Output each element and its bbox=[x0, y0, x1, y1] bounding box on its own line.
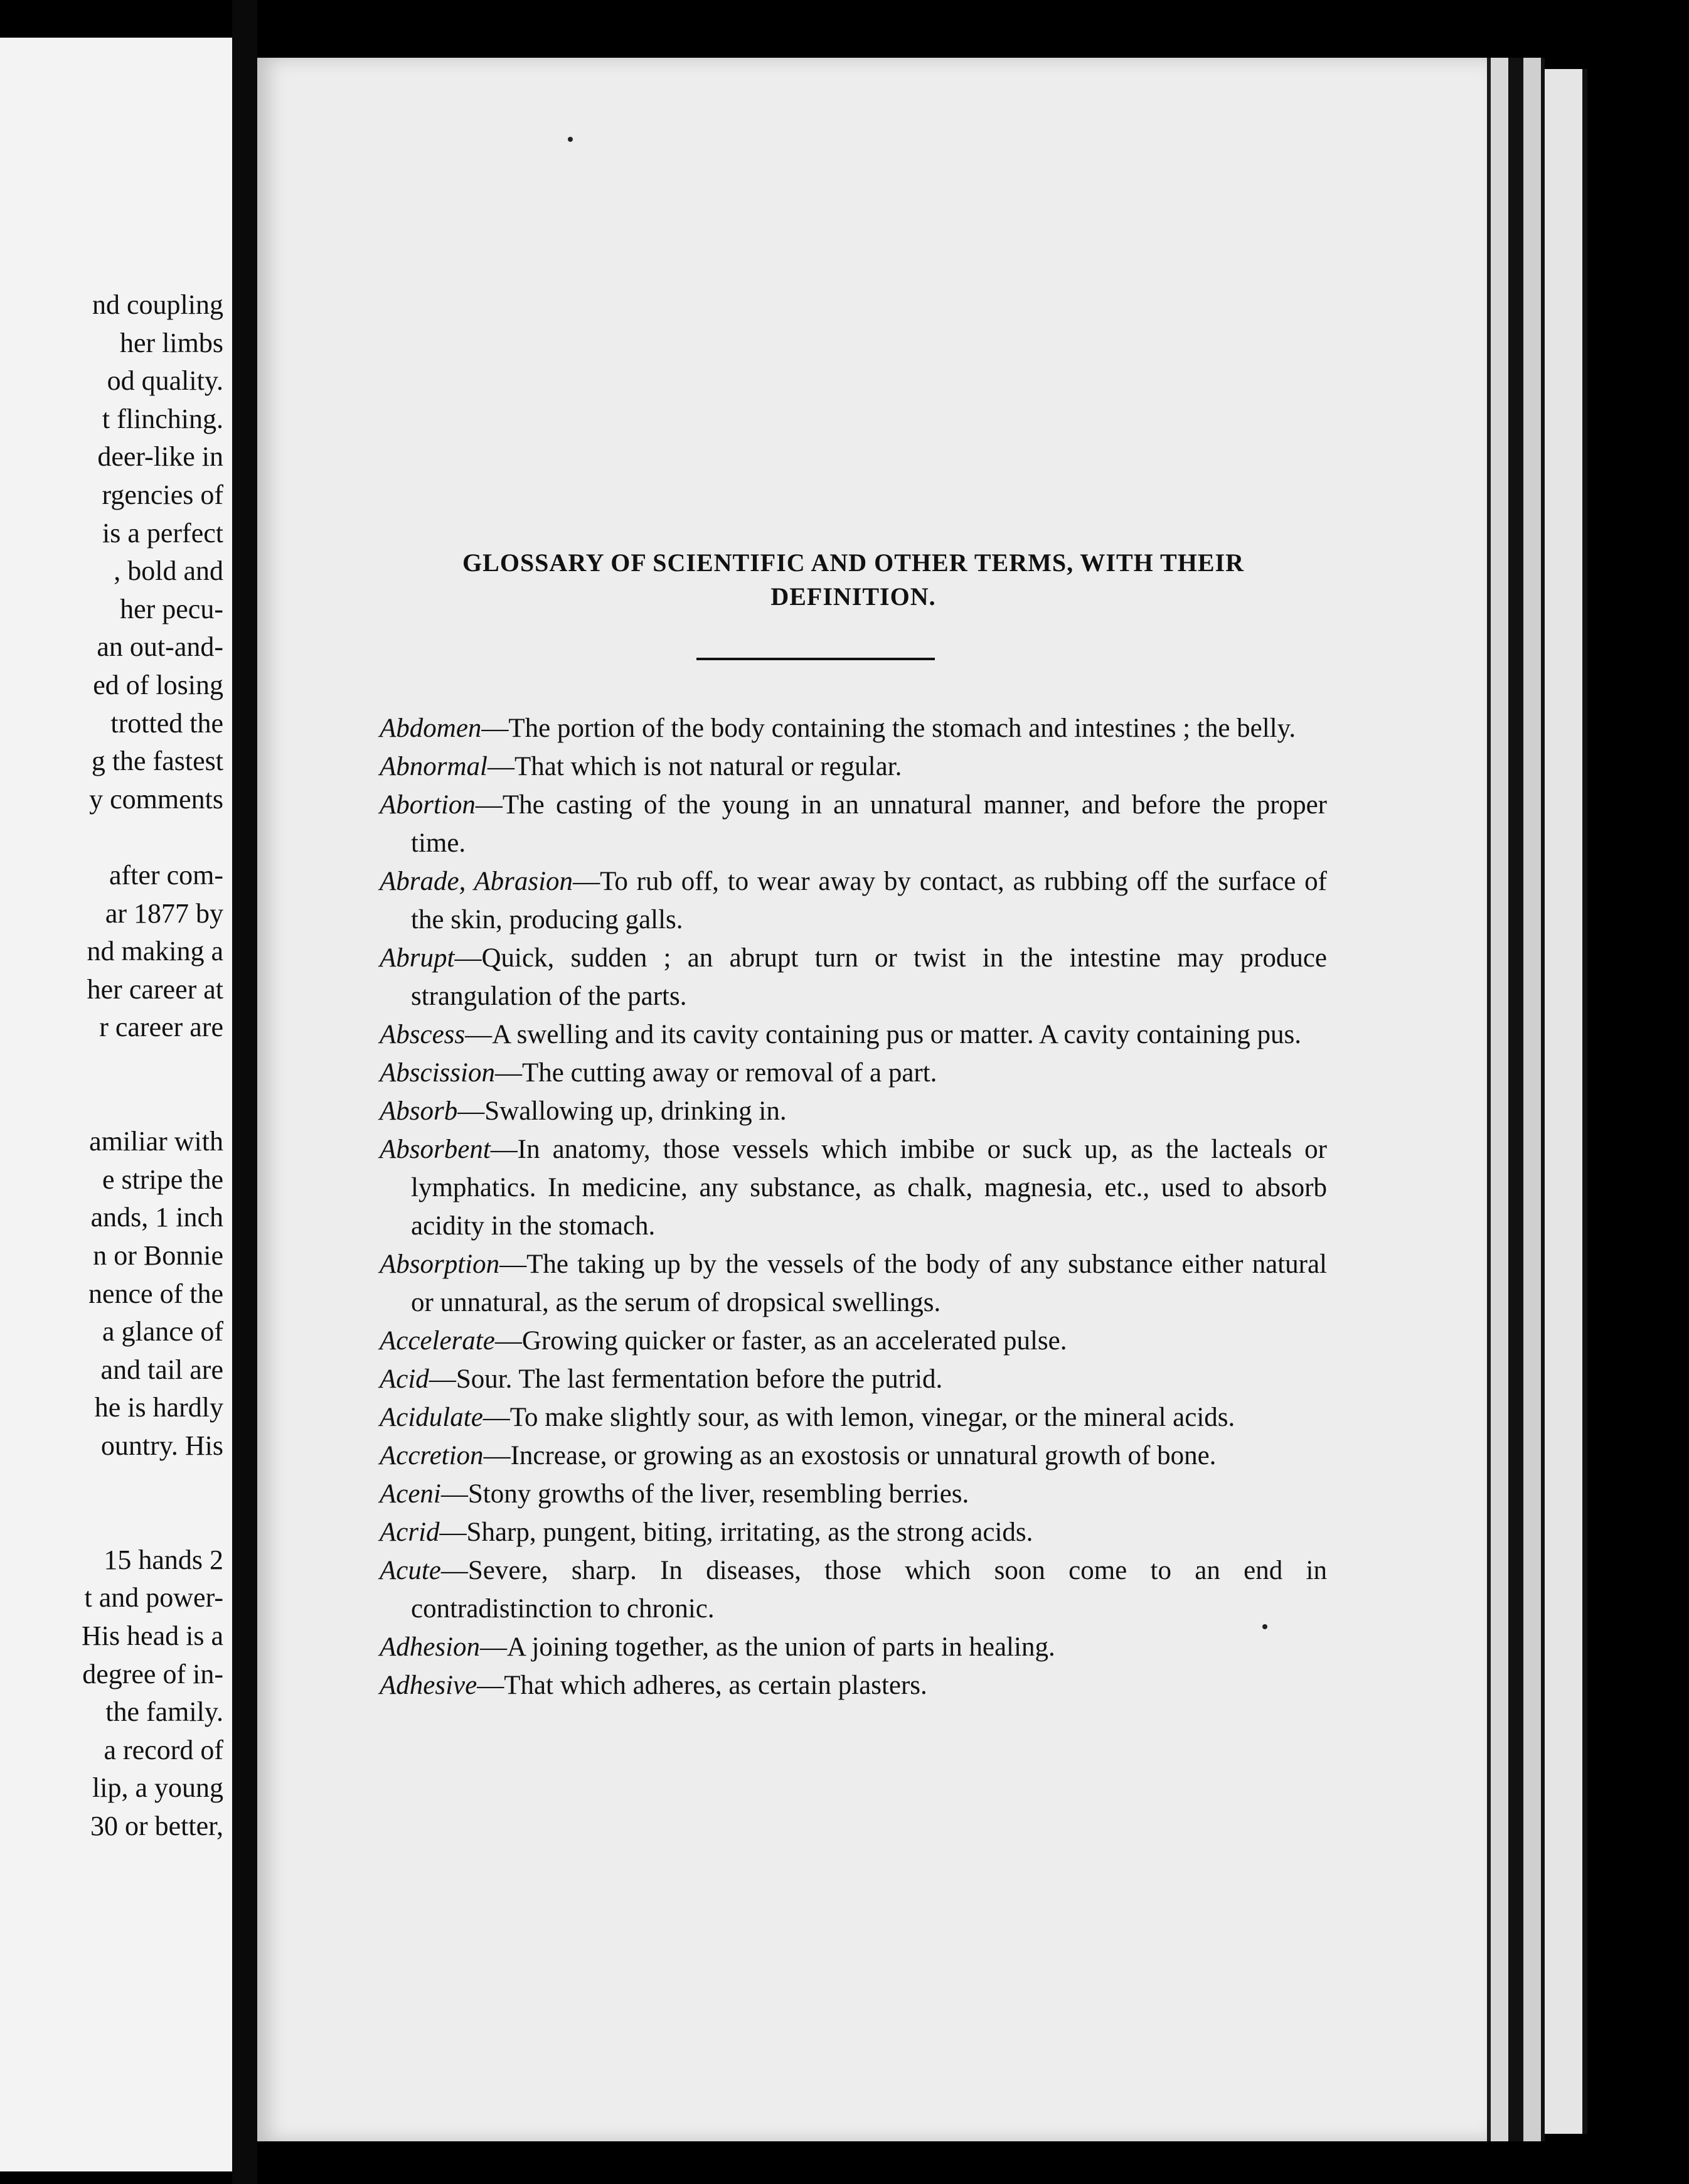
facing-page-line: trotted the bbox=[110, 707, 223, 739]
facing-page-line: after com- bbox=[109, 860, 223, 891]
glossary-term: Abortion bbox=[380, 790, 476, 820]
glossary-term: Acidulate bbox=[380, 1403, 483, 1432]
facing-page-line: n or Bonnie bbox=[93, 1240, 223, 1271]
glossary-term: Acid bbox=[380, 1364, 429, 1394]
glossary-entry bbox=[380, 1666, 1327, 1705]
glossary-definition: —A swelling and its cavity containing pus or matter. A cavity containing pus. bbox=[465, 1020, 1301, 1049]
facing-page-line: t flinching. bbox=[102, 403, 223, 434]
glossary-entry bbox=[380, 747, 1327, 786]
facing-page-line: , bold and bbox=[114, 555, 223, 587]
glossary-term: Adhesion bbox=[380, 1632, 481, 1662]
title-rule bbox=[696, 658, 935, 660]
glossary-definition: —Sour. The last fermentation before the putrid. bbox=[429, 1364, 943, 1394]
facing-page-line: ands, 1 inch bbox=[90, 1202, 223, 1233]
glossary-term: Accretion bbox=[380, 1441, 484, 1470]
glossary-definition: —Severe, sharp. In diseases, those which soon come to an end in contradistinction to chronic. bbox=[411, 1556, 1327, 1624]
page-edge bbox=[1545, 69, 1587, 2134]
glossary-term: Abrupt bbox=[380, 943, 455, 973]
title-line-2: DEFINITION. bbox=[770, 582, 936, 611]
glossary-entry bbox=[380, 1322, 1327, 1360]
glossary-entry bbox=[380, 1130, 1327, 1245]
facing-page-line: nd coupling bbox=[92, 289, 223, 320]
glossary-entry bbox=[380, 939, 1327, 1015]
glossary-definition: —That which adheres, as certain plasters. bbox=[477, 1671, 927, 1700]
glossary-term: Acrid bbox=[380, 1518, 440, 1547]
facing-page-line: her limbs bbox=[120, 327, 223, 358]
facing-page bbox=[0, 38, 232, 2171]
glossary-definition: —In anatomy, those vessels which imbibe or suck up, as the lacteals or lymphatics. In medicine, any substance, as chalk, magnesia, etc., used to absorb acidity in the stomach. bbox=[411, 1135, 1327, 1241]
glossary-term: Acute bbox=[380, 1556, 441, 1585]
page-edge bbox=[1508, 58, 1523, 2141]
glossary-definition: —Quick, sudden ; an abrupt turn or twist in the intestine may produce strangulation of the parts. bbox=[411, 943, 1327, 1011]
glossary-definition: —The portion of the body containing the stomach and intestines ; the belly. bbox=[481, 714, 1296, 743]
facing-page-line: an out-and- bbox=[97, 631, 223, 663]
facing-page-line: amiliar with bbox=[89, 1126, 223, 1157]
glossary-entry bbox=[380, 1398, 1327, 1437]
page-edge bbox=[1523, 58, 1545, 2141]
title-line-1: GLOSSARY OF SCIENTIFIC AND OTHER TERMS, WITH THEIR bbox=[462, 549, 1244, 577]
book-gutter bbox=[232, 0, 257, 2184]
glossary-term: Absorbent bbox=[380, 1135, 491, 1164]
glossary-definition: —A joining together, as the union of parts in healing. bbox=[480, 1632, 1055, 1662]
glossary-term: Absorption bbox=[380, 1250, 500, 1279]
facing-page-line: 30 or better, bbox=[90, 1811, 223, 1841]
facing-page-line: rgencies of bbox=[102, 479, 223, 510]
glossary-definition: —The casting of the young in an unnatural manner, and before the proper time. bbox=[411, 790, 1327, 858]
glossary-entry bbox=[380, 1092, 1327, 1130]
glossary-term: Abnormal bbox=[380, 752, 488, 781]
facing-page-line: nence of the bbox=[88, 1278, 223, 1309]
glossary-entry bbox=[380, 1015, 1327, 1054]
glossary-entry bbox=[380, 1551, 1327, 1628]
facing-page-line: r career are bbox=[99, 1012, 223, 1043]
facing-page-line: her pecu- bbox=[120, 593, 223, 624]
glossary-entry bbox=[380, 1054, 1327, 1092]
glossary-definition: —Stony growths of the liver, resembling berries. bbox=[440, 1479, 969, 1509]
facing-page-line: od quality. bbox=[107, 365, 223, 397]
glossary-entries bbox=[380, 709, 1327, 1705]
glossary-entry bbox=[380, 786, 1327, 862]
glossary-entry bbox=[380, 1245, 1327, 1322]
facing-page-line: e stripe the bbox=[102, 1164, 223, 1195]
glossary-term: Abdomen bbox=[380, 714, 482, 743]
facing-page-line: ed of losing bbox=[93, 670, 223, 700]
glossary-definition: —Sharp, pungent, biting, irritating, as the strong acids. bbox=[439, 1518, 1033, 1547]
glossary-term: Abscess bbox=[380, 1020, 466, 1049]
facing-page-line: a record of bbox=[104, 1734, 223, 1765]
glossary-term: Adhesive bbox=[380, 1671, 477, 1700]
facing-page-line: ar 1877 by bbox=[105, 897, 223, 929]
ink-speck bbox=[568, 137, 573, 142]
facing-page-line: His head is a bbox=[81, 1620, 223, 1651]
facing-page-line: a glance of bbox=[102, 1316, 223, 1347]
facing-page-line: lip, a young bbox=[92, 1772, 223, 1804]
page-title bbox=[370, 546, 1336, 614]
glossary-definition: —Increase, or growing as an exostosis or unnatural growth of bone. bbox=[483, 1441, 1217, 1470]
glossary-term: Absorb bbox=[380, 1096, 458, 1126]
glossary-term: Abrade, Abrasion bbox=[380, 867, 573, 896]
facing-page-line: and tail are bbox=[100, 1354, 223, 1385]
facing-page-line: 15 hands 2 bbox=[104, 1544, 223, 1575]
glossary-entry bbox=[380, 1360, 1327, 1398]
glossary-definition: —That which is not natural or regular. bbox=[488, 752, 902, 781]
glossary-definition: —The taking up by the vessels of the body of any substance either natural or unnatural, as the serum of dropsical swellings. bbox=[411, 1250, 1327, 1317]
glossary-entry bbox=[380, 1513, 1327, 1551]
facing-page-line: her career at bbox=[87, 973, 223, 1005]
glossary-entry bbox=[380, 1437, 1327, 1475]
facing-page-line: y comments bbox=[89, 783, 223, 815]
glossary-entry bbox=[380, 862, 1327, 939]
glossary-term: Aceni bbox=[380, 1479, 441, 1509]
glossary-definition: —To rub off, to wear away by contact, as rubbing off the surface of the skin, producing galls. bbox=[411, 867, 1327, 934]
facing-page-line: he is hardly bbox=[94, 1392, 223, 1423]
facing-page-line: deer-like in bbox=[97, 441, 223, 473]
glossary-term: Abscission bbox=[380, 1058, 495, 1088]
glossary-entry bbox=[380, 1475, 1327, 1513]
facing-page-line: t and power- bbox=[84, 1582, 223, 1614]
glossary-entry bbox=[380, 709, 1327, 747]
glossary-definition: —The cutting away or removal of a part. bbox=[494, 1058, 937, 1088]
glossary-entry bbox=[380, 1628, 1327, 1666]
facing-page-line: degree of in- bbox=[82, 1658, 223, 1689]
glossary-definition: —To make slightly sour, as with lemon, vinegar, or the mineral acids. bbox=[482, 1403, 1235, 1432]
glossary-definition: —Swallowing up, drinking in. bbox=[457, 1096, 787, 1126]
facing-page-line: the family. bbox=[105, 1696, 223, 1728]
glossary-term: Accelerate bbox=[380, 1326, 495, 1356]
facing-page-line: is a perfect bbox=[102, 517, 223, 549]
glossary-definition: —Growing quicker or faster, as an accelerated pulse. bbox=[494, 1326, 1067, 1356]
facing-page-line: g the fastest bbox=[91, 746, 223, 777]
facing-page-line: ountry. His bbox=[100, 1430, 223, 1461]
facing-page-line: nd making a bbox=[87, 936, 223, 967]
